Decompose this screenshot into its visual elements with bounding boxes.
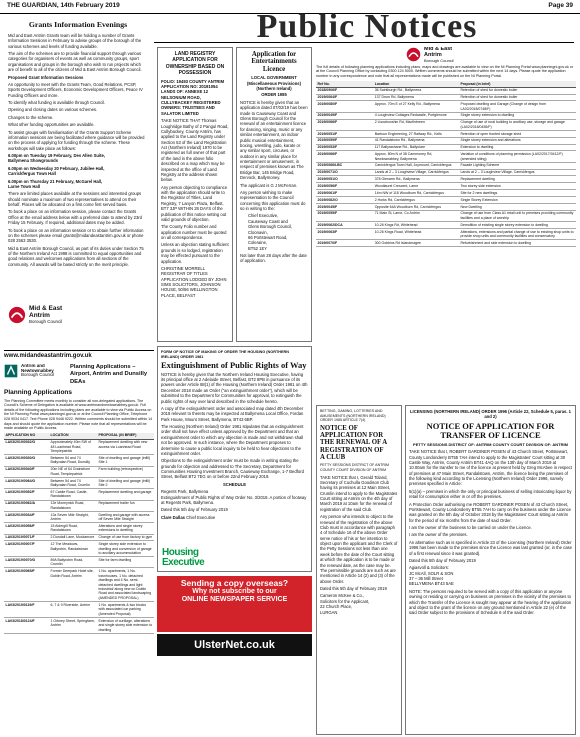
table-cell: Demolition of existing single storey extension to dwelling — [459, 221, 576, 228]
table-cell: 1 No. apartments & two blocks with associated car parking (Amended Proposal) — [97, 602, 154, 618]
mea-planning-intro: The full details of following planning applications including plans, maps and drawings are available to view on the NI Planning Portal www.planningni.gov.uk or at the Council Planning Office by contacting 0300 124 5000. Written comments should be submitted within the next 14 days. Please quote the application number in any correspondence and note that all representations made will be published on the NI Planning Portal. — [316, 64, 574, 79]
table-cell: Alterations, extensions and partial change of use to existing shop units to provide shop units and community facilities and conservatory — [459, 228, 576, 239]
table-row — [4, 489, 154, 500]
entertainment-para: NOTICE is hereby given that an application dated 07/02/19 has been made to Causeway Coast and Glens Borough Council for the renewal of an entertainment licence for dancing, singing, music or any similar entertainment, an indoor public musical entertainment, boxing, wrestling, judo, karate or any similar sport, circuses, or outdoor in any similar place for entertainment or amusement, in respect of premises known as The Bridge Bar, 145 Bridge Road, Dervock, Ballymoney. — [240, 99, 308, 181]
table-cell: Extension of curtilage, alterations and single storey side extension to dwelling — [98, 618, 153, 632]
table-cell: Between 54 and 74 Ballyvalan Road, Dunsilly — [49, 455, 97, 466]
renewal-topline: PETTY SESSIONS DISTRICT OF ANTRIM COUNTY COURT DIVISION OF ANTRIM — [320, 463, 389, 473]
grants-para: To assist groups with familiarisation of the Grants Support Scheme information sessions are being facilitated where guidance will be provided on the process of applying for funding through the scheme. These workshops will take place as follows: — [8, 129, 145, 151]
land-registry-title: LAND REGISTRY APPLICATION FOR OWNERSHIP BASED ON POSSESSION — [165, 51, 225, 77]
table-cell: LA03/2019/0056/F — [4, 523, 49, 534]
header-page-number: Page 39 — [548, 2, 573, 10]
table-row — [316, 119, 576, 130]
table-cell: Farm building (retrospective) — [97, 466, 154, 477]
transfer-para: An alternative such as is specified in Article 23 of the Licensing (Northern Ireland) Order 1996 has been made to the premises since the Licence was last granted (or, in the case of a first renewal since it was granted). — [409, 539, 572, 556]
table-cell: Retention of shed for domestic boiler — [459, 87, 576, 94]
advert-headline: Sending a copy overseas? — [180, 578, 289, 588]
land-registry-notice — [157, 47, 233, 342]
transfer-para: I am the owner of the business to be carried on under the Licence. — [409, 525, 532, 531]
table-row — [316, 151, 576, 162]
table-cell: 117 Ballyrashane Rd., Ballyclare — [373, 144, 459, 151]
table-cell: Replacement dwelling — [459, 176, 576, 183]
table-cell: New Dwelling — [459, 203, 576, 210]
grants-session: 6.00pm on Tuesday 19 February, Des Allen Suite, Ballymena Showgrounds — [8, 153, 105, 164]
table-row — [316, 112, 576, 119]
mea-planning-notice — [316, 47, 576, 402]
extinguishment-title: Extinguishment of Public Rights of Way — [161, 359, 307, 370]
table-row — [316, 169, 576, 176]
table-cell: 2019/0071/O — [316, 169, 373, 176]
table-row — [316, 137, 576, 144]
table-cell: Alterations and single storey extensions to dwelling — [97, 523, 154, 534]
mea-logo-line: Antrim — [424, 51, 442, 58]
extinguishment-role: Chief Executive — [186, 514, 216, 520]
renewal-dated: Dated this 5th day of February 2019 — [320, 586, 387, 592]
renewal-title: NOTICE OF APPLICATION FOR THE RENEWAL OF A REGISTRATION OF A CLUB — [320, 424, 388, 462]
table-cell: Approximately 40m SW of 48 Loanhead Road, Templepatrick — [49, 439, 97, 455]
entertainment-para: Any person wishing to make representation to the Council concerning this application must do so in writing to the: — [240, 189, 306, 212]
transfer-para: A Protection Order authorising me ROBERT GARDINER POSEN of 43 Church Street, Portstewart, County Londonderry BT55 7AH to carry on the business under the Licence was granted on the 5th day of October 2018 by the Magistrates' Court sitting at Antrim for the period of six months from the date of said Order. — [409, 501, 572, 523]
table-cell: Single storey extension and alterations — [459, 137, 576, 144]
mea-logo-line: Mid & East — [424, 47, 453, 52]
table-cell: 2019/0080/F — [316, 101, 373, 112]
grants-para: What other funding opportunities are available. — [8, 122, 95, 128]
table-cell: 2019/0063/F — [316, 228, 373, 239]
transfer-dated: Dated this 5th day of February 2019 — [409, 557, 476, 563]
table-row — [316, 101, 576, 112]
mea-logo-line: Antrim — [29, 311, 50, 319]
table-row — [4, 439, 154, 455]
table-cell: Retention of shed for domestic boiler — [459, 94, 576, 101]
table-cell: 2019/0066/LBC — [316, 162, 373, 169]
mea-logo-mark-icon — [406, 47, 421, 62]
table-row — [316, 176, 576, 183]
advert-subline: Why not subscribe to our — [192, 588, 277, 596]
table-cell: Single Storey Extension — [459, 196, 576, 203]
table-cell: 14m NW of 118 Woodburn Rd, Carrickfergus — [373, 190, 459, 197]
table-cell: Site of dwelling and garage (infill) Site 2 — [97, 477, 154, 488]
table-row — [316, 87, 576, 94]
mea-logo-line: Mid & East — [29, 305, 63, 312]
table-row — [316, 183, 576, 190]
table-row — [4, 568, 154, 602]
column-header: APPLICATION NO — [4, 433, 49, 439]
grants-session: 6.00pm on Thursday 21 February, McGarel Hall, Larne Town Hall — [8, 178, 103, 189]
table-cell: LA03/2019/0030/O — [4, 455, 49, 466]
licence-transfer-notice — [405, 405, 576, 735]
table-row — [4, 466, 154, 477]
mea-planning-table — [316, 81, 576, 247]
column-header: Ref No. — [316, 81, 373, 87]
grants-session: 6.00pm on Wednesday 20 February, Jubilee Hall, Carrickfergus Town Hall — [8, 165, 105, 177]
entertainment-para: Not later than 28 days after the date of application. — [240, 253, 307, 264]
table-cell: LA03/2019/0071/F — [4, 534, 49, 541]
table-cell: 2018/0906/F — [316, 87, 373, 94]
table-cell: Site for farm dwelling — [97, 557, 154, 568]
advert-subline: ONLINE NEWSPAPER SERVICE — [181, 596, 288, 604]
aandn-table-body — [4, 439, 154, 633]
table-cell: LA03/2019/0062/A — [4, 500, 49, 511]
column-header: PROPOSAL (IN BRIEF) — [97, 433, 154, 439]
table-cell: Extension to dwelling — [459, 144, 576, 151]
grants-para: An opportunity to meet with the Grants Team, Good Relations, PCSP, Sports Development Officers, Economic Development Officers, Peace IV Funding Officers and more. — [8, 81, 143, 98]
table-cell: Lands at 2 – 3 Loughview Village, Carrickfergus — [459, 169, 576, 176]
table-cell: 71 Main St, Larne, Co Antrim — [373, 210, 459, 221]
extinguishment-para: NOTICE is hereby given that the Northern Ireland Housing Executive, having its principal office at 2 Adelaide Street, Belfast, BT2 8PB in pursuance of its powers under Article 88(1) of the Housing (Northern Ireland) Order 1981 on 4th December 2018 made an Order ("an extinguishment order"), which will be submitted to the Department for Communities for approval, to extinguish the public rights of way over land described in the schedule hereto. — [161, 371, 308, 404]
table-cell: Site of dwelling and garage (infill) Site 1 — [97, 455, 154, 466]
entertainment-subtitle: LOCAL GOVERNMENT (Miscellaneous Provisions) (Northern Ireland) ORDER 1985 — [247, 75, 301, 97]
table-cell: 20m NE of 64 Grainsborn Road, Templepatrick — [49, 466, 97, 477]
header-issue: THE GUARDIAN, 14th February 2019 — [7, 2, 120, 10]
table-cell: LA03/2019/0034/F — [4, 511, 49, 522]
entertainment-para: The applicant is G J McFerran. — [240, 182, 298, 188]
table-cell: 1 No. apartments, 1 No. townhouses, 1 No. detached dwellings and 4 No. semi-detached dwellings and light industrial/ along new on Dublin Road and associated landscaping (AMENDED PROPOSAL) — [97, 568, 154, 602]
transfer-para: I am the owner of the premises. — [409, 532, 468, 538]
table-cell: Change of use from factory to gym — [98, 535, 153, 540]
table-row — [4, 602, 154, 618]
mea-logo-line: Borough Council — [424, 57, 454, 63]
table-cell: LA03/2019/0070/O — [4, 557, 49, 568]
table-cell: 67 Castle Road, Castle, Randalstown — [49, 489, 97, 500]
table-row — [4, 523, 154, 534]
mea-logo — [406, 47, 486, 63]
table-cell: Opposite 64A Woodburn Rd, Carrickfergus — [373, 203, 459, 210]
transfer-topline: LICENSING (NORTHERN IRELAND) ORDER 1996 (Article 22, Schedule 5, paras. 1 and 2) — [409, 409, 572, 420]
table-cell: Single storey extension to dwelling — [459, 112, 576, 119]
table-cell: 2019/0056/F — [316, 183, 373, 190]
table-cell: 2019/0049/F — [316, 112, 373, 119]
extinguishment-notice — [157, 346, 312, 572]
renewal-para: TAKE NOTICE that I, Gerald Toland, Secretary of Cuchulla Goodison Club having its premises at 12 Main Street, Crumlin intend to apply to the Magistrates Court sitting at Antrim on the 4th day of March 2019 at 10am for the renewal of registration of the said Club. — [320, 474, 398, 512]
extinguishment-topline: FORM OF NOTICE OF MAKING OF ORDER THE HOUSING (NORTHERN IRELAND) ORDER 1981 — [161, 350, 290, 359]
extinguishment-para: A copy of the extinguishment order and associated map dated 4th December 2018 relevant to thereto may be inspected at Ballymena Local Office, Fordan Park House, Mount Street, Ballymena, BT43 6BP. — [161, 405, 304, 422]
grants-subheading: Proposed Grant Information Sessions — [8, 74, 84, 80]
table-cell: 2019/0061/F — [316, 190, 373, 197]
grants-para: Changes to the scheme. — [8, 114, 54, 120]
table-cell: 2019/0053/F — [316, 144, 373, 151]
table-cell: Lands at 2 – 3 Loughview Village, Carrickfergus — [373, 169, 459, 176]
table-cell: Replacement dwelling and garage — [97, 489, 154, 500]
mea-planning-table-body — [316, 87, 576, 246]
table-cell: LA03/2019/0007/F — [4, 541, 49, 557]
table-cell: Woodlaurel Crescent, Larne — [373, 183, 459, 190]
transfer-topline: PETTY SESSIONS DISTRICT OF: ANTRIM COUNTY COURT DIVISION OF: ANTRIM — [413, 442, 568, 448]
table-cell: LA03/2019/0052/F — [4, 489, 49, 500]
table-cell: 2019/0051/O — [316, 176, 373, 183]
table-cell: 12e Moneynick Road, Randalstown — [49, 500, 97, 511]
aandn-planning-notice — [4, 364, 154, 736]
table-cell: Facade Lighting Scheme — [459, 162, 576, 169]
masthead-rule — [154, 42, 574, 43]
table-cell: LA03/2019/0119/F — [4, 602, 49, 618]
table-cell: 36 Saintburgh Rd., Ballymena — [373, 87, 459, 94]
renewal-solicitor: Cameron McKee & Co., Solicitors for the Applicant, 22 Church Place, LURGAN — [320, 593, 370, 615]
table-row — [4, 455, 154, 466]
transfer-title: NOTICE OF APPLICATION FOR TRANSFER OF LICENCE — [426, 420, 555, 440]
table-row — [316, 94, 576, 101]
aandn-logo-line: Antrim and — [21, 364, 45, 368]
land-registry-intro: FOLIO: 19493 COUNTY ANTRIM APPLICATION NO: 20191054 LANDS OF: ANNEXE 12 NELSONIUM ROAD, CULLYBACKEY REGISTERED OWNERS: TRUSTEES AND SALATOR LIMITED — [161, 78, 225, 116]
table-cell: Carrickfergus Town Hall, Joymount, Carrickfergus — [373, 162, 459, 169]
club-renewal-notice — [316, 405, 402, 735]
table-cell: Change of use of rural building to ancillary use, storage and garage (LA02/2018/0455/F) — [459, 119, 576, 130]
table-cell: Proposed dwelling and Garage (Change of design from LA02/2018/0748/F) — [459, 101, 576, 112]
extinguishment-dated: Dated this 5th day of February 2019 — [161, 507, 228, 513]
renewal-topline: BETTING, GAMING, LOTTERIES AND AMUSEMENTS (NORTHERN IRELAND) ORDER 1985 ARTICLE 7(4) — [320, 409, 386, 423]
table-cell: LA03/2019/0064/O — [4, 477, 49, 488]
extinguishment-schedule-title: SCHEDULE — [222, 481, 247, 487]
table-cell: LA03/2019/0040/F — [4, 466, 49, 477]
table-row — [4, 477, 154, 488]
aandn-logo-line: Newtownabbey — [21, 367, 54, 373]
ulsternet-url[interactable]: UlsterNet.co.uk — [157, 634, 312, 656]
table-row — [316, 196, 576, 203]
table-cell: Change of use from Class A1 retail unit to premises providing community facilities and a place of worship — [459, 210, 576, 221]
table-cell: 89A Ballyrobin Road, Crumlin — [49, 557, 97, 568]
mea-logo-mark-icon — [8, 306, 26, 324]
table-row — [316, 240, 576, 247]
aandn-logo-mark-icon — [4, 364, 18, 378]
table-cell: 10-26 Kings Road, Whitehead — [373, 228, 459, 239]
table-cell: 2019/0070/F — [316, 240, 373, 247]
column-header: LOCATION — [49, 433, 97, 439]
table-cell: 2019/0051/F — [316, 130, 373, 137]
grants-para: To book a place on an information session or to obtain further information on the schemes please email grants@midandeastantrim.gov.uk or phone 028 2563 3530. — [8, 227, 144, 244]
mea-logo — [8, 306, 62, 324]
column-header: Proposal (in brief) — [459, 81, 576, 87]
table-cell: Two storey side extension — [459, 183, 576, 190]
table-cell: 2019/0066/F — [316, 151, 373, 162]
website-link[interactable]: www.midandeastantrim.gov.uk — [4, 350, 154, 361]
land-registry-signature: CHRISTINE MORRELL REGISTRAR OF TITLES APPLICATION LODGED BY JOHN SIMS SOLICITORS, JOHNSON HOUSE, 50/56 WELLINGTON PLACE, BELFAST — [161, 265, 227, 298]
table-cell: 2 Dundall Lane, Muckamore — [49, 534, 97, 541]
table-row — [316, 144, 576, 151]
table-cell: 12 The Meadows, Ballyrobin, Randalstown — [49, 541, 97, 557]
table-cell: 2019/0062/DCA — [316, 221, 373, 228]
renewal-para: Any person who intends to object to the renewal of the registration of the above Club must in accordance with paragraph 4 of Schedule 16 of the above Order serve notice of his or her intention to object upon the applicant and the Clerk of the Petty Sessions not less than one week before the date of the Court sitting at which the application is to be made or the renewal date, as the case may be. The permissible grounds are such as are mentioned in Article 14 (2) and (3) of the above Order. — [320, 514, 398, 584]
table-row — [4, 500, 154, 511]
land-registry-para: Any person objecting to compliance with the application should write to the Registrar of Titles, Land Registry, 7 Lanyon Plaza, Belfast, BT7 3JP WITHIN 28 DAYS of the publication of this notice setting out valid grounds of objection. — [161, 184, 228, 222]
table-cell: 2019/0045/F — [316, 203, 373, 210]
table-cell: Refurbishment and side extension to dwelling — [459, 240, 576, 247]
housing-executive-logo: Housing Executive — [162, 547, 205, 568]
grants-para: The aim of the schemes are to provide financial support through various categories for organisers of events as well as community groups, sport organisations and groups in the borough who wish to run projects which are of benefit to all of the citizens of Mid & East Antrim Borough Council. — [8, 51, 142, 73]
aandn-intro: The Planning Committee meets monthly to consider all non-delegated applications. The Council's Scheme of Delegation is available at www.antrimandnewtownabbey.gov.uk. Full details of the following applications including plans are available to view via Public Access on the NI Planning Portal www.planningni.gov.uk or at the Council Planning Office, Telephone 028 9034 0417. Text Phone 028 9446 9222. Written comments should be submitted within 14 days and should quote the application number. Please note that all representations will be made available on Public Access. — [4, 398, 153, 431]
table-cell: Variation of conditions of planning permission (LA02/2017/0412/F) (amended siting) — [459, 151, 576, 162]
entertainment-address: Chief Executive, Causeway Coast and Glens Borough Council, Cloonavin, 66 Portstewart Road, Coleraine, BT52 1EY — [248, 213, 293, 251]
grants-para: Mid and East Antrim Grants team will be holding a number of Grants Information Sessions in February to advise groups of the borough of the various schemes and levels of funding available. — [8, 32, 142, 49]
table-row — [4, 511, 154, 522]
extinguishment-signature: Clare Dallas — [161, 514, 185, 520]
table-cell: LA03/2018/0124/F — [4, 617, 49, 633]
masthead-title: Public Notices — [256, 8, 478, 46]
table-cell: Barbour Engineering, 27 Railway Rd., Kells — [373, 130, 459, 137]
table-cell: 378 Glenarm Rd., Ballymena — [373, 176, 459, 183]
table-cell: Between 54 and 74 Ballyvalan Road, Crumlin — [49, 477, 97, 488]
transfer-solicitor: Agiasvoll & Solicitors: JC McAll, SOLR & SON 37 – 36 Mill Street BELLYMENA BT43 5AE — [409, 565, 454, 587]
table-row — [4, 617, 154, 633]
table-row — [316, 162, 576, 169]
extinguishment-para: The Housing (Northern Ireland) Order 1981 stipulates that an extinguishment order shall not have effect unless approved by the Department and that an extinguishment order to which any objection is made and not withdrawn shall not be approved. In such instance, where the Department proposes to determine to cause a public local inquiry to be held to hear objections to the extinguishment order. — [161, 424, 304, 456]
table-cell: 137 Drum Rd, Ballymena — [373, 94, 459, 101]
extinguishment-para: Objections to the extinguishment order must be made in writing stating the grounds for objection and addressed to The Secretary, Department for Communities Housing Investment Branch, Causeway Exchange, 1-7 Bedford Street, Belfast BT2 7EG on or before 22nd February 2019. — [161, 458, 304, 480]
table-cell: 15 Aldergill Road, Randalstown — [49, 523, 97, 534]
table-cell: Dwelling and garage with access off Seven Mile Straight — [97, 511, 154, 522]
table-cell: Approx. 70m E of 27 Kelly Rd., Ballymena — [373, 101, 459, 112]
grants-para: Mid & East Antrim Borough Council, as part of its duties under Section 75 of the Northern Ireland Act 1998 is committed to equal opportunities and good relations and welcomes applications from all sections of the community. All awards will be based strictly on the merit principle. — [8, 245, 144, 267]
extinguishment-schedule: Extinguishment of Public Rights of Way Order No. 3/2018. A portion of footway at Regents Park, Ballymena. — [161, 494, 307, 505]
table-cell: 300 Gobbins Rd Islandmagee — [373, 240, 459, 247]
table-cell: 41 Randalstown Rd., Ballymena — [373, 137, 459, 144]
table-cell: 10-26 Kings Rd, Whitehead — [373, 221, 459, 228]
table-cell: 6, 7 & 9 Riverside, Antrim — [49, 602, 97, 618]
table-cell: 2019/0082/O — [316, 196, 373, 203]
land-registry-para: TAKE NOTICE THAT Thomas Loughridge Bathy of 2 Pangul Road, Cullybackey, County Antrim, has applied to the Land Registry under Section 53 of the Land Registration Act (Northern Ireland) 1970 to be registered as full owner of that part of the land in the above folio described on a map which may be inspected at the office of Land Registry at the address shown below. — [161, 118, 229, 183]
aandn-logo-line: Borough Council — [21, 372, 55, 378]
subscription-advert[interactable] — [157, 576, 312, 632]
table-row — [316, 130, 576, 137]
table-cell: Approx. 80m N of 38 Carnmoney Rd, Newtownabbey, Ballymena — [373, 151, 459, 162]
table-row — [4, 557, 154, 568]
column-header: Location — [373, 81, 459, 87]
grants-title: Grants Information Evenings — [28, 20, 128, 29]
table-row — [316, 190, 576, 197]
table-cell: 2019/0064/F — [316, 94, 373, 101]
extinguishment-schedule: Regents Park, Ballymena — [161, 489, 209, 495]
table-row — [316, 210, 576, 221]
grants-para: To identify what funding is available through Council. — [8, 100, 106, 106]
transfer-para: TAKE NOTICE that I, ROBERT GARDINER POSEN of 43 Church Street, Portstewart, County Londonderry BT55 7AH intend to apply to the Magistrates' Court sitting at 30 Castle Way, Antrim, County Antrim BT41 4AQ on the 13th day of March 2019 at 10.00am for the transfer to me of the licence at present held by Greg McAbee in respect of premises at 47 Main Street, Randalstown, Antrim, the licence being the premises of the following kind according to the Licensing (Northern Ireland) Order 1996, namely premises specified in Article: — [409, 449, 572, 487]
table-cell: Site for 2 new dwellings — [459, 190, 576, 197]
grants-para: Opening and closing dates on various schemes. — [8, 107, 98, 113]
table-row — [316, 221, 576, 228]
table-cell: LA03/2019/0032/O — [4, 439, 49, 455]
aandn-table — [4, 433, 154, 634]
table-cell: Single storey side extension to dwelling and conversion of garage to ancillary accommodation — [97, 541, 154, 557]
aandn-heading: Planning Applications – Airport, Antrim and Dunsilly DEAs — [70, 364, 148, 385]
table-cell: 2 Lisnahunshin Rd, Macfinbreen — [373, 119, 459, 130]
transfer-para: 5(1)(a) – premises in which the only or principal business of selling intoxicating liquor by retail for consumption either in or off the premises. — [409, 488, 572, 500]
transfer-note: NOTE: The persons required to be served with a copy of this application or anyone owning or residing or carrying on business on premises in the vicinity of the premises to which the Transfer of the Licence is sought may appear at the hearing of the application and object to the grant of the licence on any ground mentioned in Article 22 (e) of the said Order subject to the provisions of Schedule 6 of the said Order. — [409, 588, 572, 616]
table-cell: 4 Loughview Cottages Redcastle, Portglenone — [373, 112, 459, 119]
mea-logo-line: Borough Council — [29, 318, 63, 324]
table-cell: 1 Orkney Street, Springfarm, Antrim — [49, 617, 97, 633]
table-cell: 2019/0066/F — [316, 119, 373, 130]
table-cell: 2019/0059/F — [316, 137, 373, 144]
table-cell: Retention of open fronted storage shed — [459, 130, 576, 137]
table-cell: LA03/2019/0065/F — [4, 568, 49, 602]
table-row — [4, 534, 154, 541]
table-cell: 2 Horks Rd, Carrickfergus — [373, 196, 459, 203]
table-cell: Replacement trailer fun — [97, 500, 154, 511]
land-registry-para: Unless an objection stating sufficient grounds is so lodged, registration may be effected pursuant to the application. — [161, 242, 229, 264]
table-row — [316, 228, 576, 239]
entertainment-title: Application for Entertainments Licence — [251, 51, 297, 73]
table-cell: Former Deerpark Hotel site, Dublin Road, Antrim — [49, 568, 97, 602]
table-cell: 12a Seven Mile Straight, Antrim — [49, 511, 97, 522]
table-row — [4, 541, 154, 557]
grants-para: There are limited places available at the sessions and interested groups should nominate a maximum of two representatives to attend on their behalf. Places will be allocated on a first come first served basis. — [8, 191, 142, 208]
table-row — [316, 203, 576, 210]
table-cell: Replacement dwelling with new access via Loanhead Road — [97, 439, 154, 455]
land-registry-para: The County Folio number and application number must be quoted on all correspondence. — [161, 224, 227, 241]
aandn-logo — [4, 364, 66, 378]
aandn-section-title: Planning Applications — [4, 389, 73, 397]
table-cell: 2019/0055/F — [316, 210, 373, 221]
entertainment-licence-notice — [236, 47, 312, 342]
grants-para: To book a place on an information session, please contact the Grants Office at the email address below with a preferred date to attend by 23rd Friday 15 February. If required, additional dates may be added. — [8, 209, 142, 226]
